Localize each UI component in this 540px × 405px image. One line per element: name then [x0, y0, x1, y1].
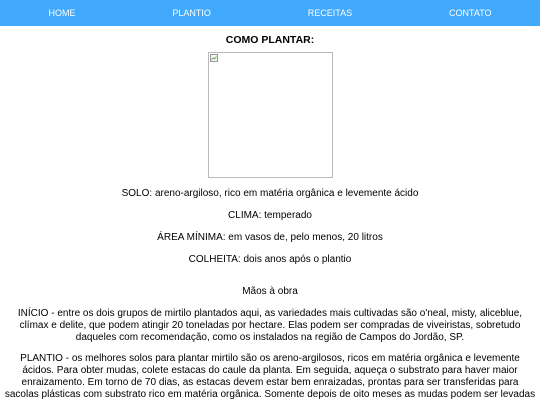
plant-image-placeholder [208, 52, 333, 178]
paragraph-inicio: INÍCIO - entre os dois grupos de mirtilo plantados aqui, as variedades mais cultivadas são o'neal, misty, aliceblue, clímax e delite, que podem atingir 20 toneladas por hectare. Elas podem ser compradas de viveiristas, sobretudo daqueles com recomendação, como os instalados na região de Campos do Jordão, SP. [17, 308, 523, 343]
main-content [0, 34, 540, 401]
fact-solo: SOLO: areno-argiloso, rico em matéria orgânica e levemente ácido [121, 188, 419, 199]
nav-link-home[interactable]: HOME [48, 8, 76, 18]
section-heading: Mãos à obra [242, 286, 298, 297]
fact-clima: CLIMA: temperado [228, 210, 312, 221]
broken-image-icon [210, 54, 218, 62]
page-title: COMO PLANTAR: [225, 34, 315, 46]
nav-link-contato[interactable]: CONTATO [449, 8, 492, 18]
nav-link-receitas[interactable]: RECEITAS [307, 8, 353, 18]
fact-colheita: COLHEITA: dois anos após o plantio [188, 254, 352, 265]
top-navigation-bar [0, 0, 540, 26]
nav-link-plantio[interactable]: PLANTIO [172, 8, 211, 18]
paragraph-plantio: PLANTIO - os melhores solos para plantar mirtilo são os areno-argilosos, ricos em matéria orgânica e levemente ácidos. Para obter mudas, colete estacas do caule da planta. Em seguida, aqueça o substrato para haver maior enraizamento. Em torno de 70 dias, as estacas devem estar bem enraizadas, prontas para ser transferidas para sacolas plásticas com substrato rico em matéria orgânica. Somente depois de oito meses as mudas podem ser levadas [4, 353, 536, 400]
fact-area-minima: ÁREA MÍNIMA: em vasos de, pelo menos, 20 litros [157, 232, 383, 243]
